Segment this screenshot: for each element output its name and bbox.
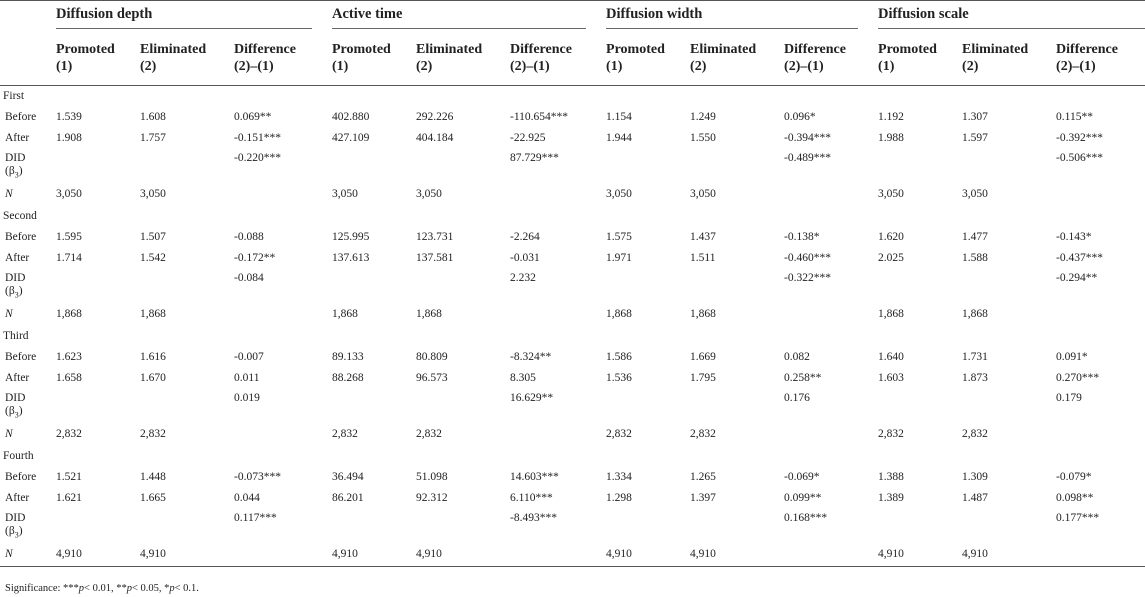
cell: [606, 389, 690, 422]
before-row: [0, 467, 1145, 488]
cell: [56, 509, 140, 542]
cell: 1.511: [690, 252, 716, 264]
cell: -22.925: [510, 132, 546, 144]
sub-header-line1: Promoted: [332, 42, 391, 57]
cell: [962, 149, 1056, 182]
cell: 1.616: [140, 351, 166, 363]
sub-header-line2: (2)–(1): [234, 59, 274, 74]
group-header-row: [0, 1, 1145, 30]
did-row: [0, 509, 1145, 542]
cell: 1.620: [878, 231, 904, 243]
cell: 404.184: [416, 132, 454, 144]
cell: 3,050: [416, 188, 442, 200]
cell: 1.873: [962, 372, 988, 384]
cell: [1056, 542, 1145, 567]
cell: -0.031: [510, 252, 540, 264]
cell: 3,050: [56, 188, 82, 200]
cell: [1056, 302, 1145, 326]
sub-header-line2: (2): [416, 59, 433, 74]
cell: -0.172**: [234, 252, 276, 264]
cell: 92.312: [416, 492, 448, 504]
sub-header-line1: Promoted: [878, 42, 937, 57]
cell: [606, 269, 690, 302]
cell: 1.670: [140, 372, 166, 384]
n-row: [0, 542, 1145, 567]
cell: 0.177***: [1056, 512, 1100, 524]
cell: [606, 149, 690, 182]
cell: [962, 389, 1056, 422]
cell: 4,910: [606, 542, 690, 567]
before-label: Before: [5, 351, 37, 363]
cell: 4,910: [416, 542, 510, 567]
cell: [784, 422, 878, 446]
cell: 1.448: [140, 471, 166, 483]
sub-header-g0-c1: [140, 29, 234, 86]
cell: [784, 542, 878, 567]
sub-header-line2: (2): [690, 59, 707, 74]
cell: [416, 149, 510, 182]
sub-header-g2-c2: [784, 29, 878, 86]
cell: [332, 269, 416, 302]
cell: [510, 182, 606, 206]
cell: [234, 542, 332, 567]
cell: 1.542: [140, 252, 166, 264]
after-label: After: [5, 372, 30, 384]
cell: [56, 269, 140, 302]
sub-header-line1: Difference: [234, 42, 296, 57]
cell: -0.084: [234, 272, 264, 284]
sub-header-g3-c0: [878, 29, 962, 86]
cell: -0.489***: [784, 152, 831, 164]
round-label: Second: [3, 210, 37, 222]
cell: -8.324**: [510, 351, 552, 363]
cell: [690, 149, 784, 182]
cell: [690, 269, 784, 302]
cell: 402.880: [332, 111, 370, 123]
cell: 2,832: [606, 428, 632, 440]
cell: [510, 542, 606, 567]
cell: 2,832: [878, 428, 904, 440]
n-label: N: [0, 542, 56, 567]
round-row: [0, 86, 1145, 108]
cell: 1.944: [606, 132, 632, 144]
cell: 1.507: [140, 231, 166, 243]
cell: 1,868: [56, 308, 82, 320]
cell: 0.270***: [1056, 372, 1100, 384]
cell: 1.477: [962, 231, 988, 243]
cell: 1.714: [56, 252, 82, 264]
cell: [140, 509, 234, 542]
cell: -0.143*: [1056, 231, 1092, 243]
round-row: [0, 326, 1145, 347]
cell: 1.971: [606, 252, 632, 264]
group-header-diffusion-depth: Diffusion depth: [56, 1, 332, 30]
cell: 80.809: [416, 351, 448, 363]
cell: -0.294**: [1056, 272, 1098, 284]
cell: 1.539: [56, 111, 82, 123]
cell: [1056, 422, 1145, 446]
table-body: [0, 86, 1145, 567]
cell: 6.110***: [510, 492, 553, 504]
cell: 0.096*: [784, 111, 816, 123]
cell: 1,868: [606, 308, 632, 320]
cell: [878, 149, 962, 182]
sub-header-line2: (2)–(1): [784, 59, 824, 74]
cell: 2,832: [56, 428, 82, 440]
cell: [56, 149, 140, 182]
sub-header-g1-c2: [510, 29, 606, 86]
cell: 1.597: [962, 132, 988, 144]
cell: -0.073***: [234, 471, 281, 483]
cell: -0.079*: [1056, 471, 1092, 483]
cell: 1,868: [416, 308, 442, 320]
sub-header-line1: Difference: [510, 42, 572, 57]
cell: 3,050: [606, 188, 632, 200]
cell: 1.603: [878, 372, 904, 384]
cell: 51.098: [416, 471, 448, 483]
n-row: [0, 302, 1145, 326]
cell: 1,868: [332, 308, 358, 320]
cell: 1.265: [690, 471, 716, 483]
cell: [56, 389, 140, 422]
cell: -0.506***: [1056, 152, 1103, 164]
cell: 4,910: [962, 542, 1056, 567]
sub-header-line2: (2)–(1): [1056, 59, 1096, 74]
cell: [606, 509, 690, 542]
sub-header-g2-c0: [606, 29, 690, 86]
cell: 1.795: [690, 372, 716, 384]
sub-header-line1: Eliminated: [416, 42, 483, 57]
cell: 36.494: [332, 471, 364, 483]
cell: 89.133: [332, 351, 364, 363]
after-row: [0, 488, 1145, 509]
cell: -0.392***: [1056, 132, 1103, 144]
cell: 1.309: [962, 471, 988, 483]
cell: [878, 389, 962, 422]
before-label: Before: [5, 231, 37, 243]
cell: -2.264: [510, 231, 540, 243]
cell: [510, 302, 606, 326]
cell: 0.099**: [784, 492, 822, 504]
sub-header-line1: Difference: [1056, 42, 1118, 57]
cell: 0.168***: [784, 512, 828, 524]
cell: 1.988: [878, 132, 904, 144]
sub-header-line1: Difference: [784, 42, 846, 57]
cell: 4,910: [878, 542, 962, 567]
after-row: [0, 128, 1145, 149]
sub-header-line1: Eliminated: [690, 42, 757, 57]
cell: [332, 509, 416, 542]
sub-header-g2-c1: [690, 29, 784, 86]
sub-header-line1: Promoted: [606, 42, 665, 57]
cell: 1.669: [690, 351, 716, 363]
round-label: First: [3, 90, 25, 102]
cell: 2.025: [878, 252, 904, 264]
cell: 0.069**: [234, 111, 272, 123]
cell: 1.154: [606, 111, 632, 123]
cell: -0.069*: [784, 471, 820, 483]
cell: 1.757: [140, 132, 166, 144]
cell: 4,910: [56, 542, 140, 567]
cell: 0.179: [1056, 392, 1082, 404]
did-label: DID $(\beta_3)$: [5, 512, 26, 540]
cell: -0.460***: [784, 252, 831, 264]
cell: 4,910: [332, 542, 416, 567]
cell: [784, 302, 878, 326]
sub-header-g1-c1: [416, 29, 510, 86]
cell: 1.334: [606, 471, 632, 483]
sub-header-g0-c2: [234, 29, 332, 86]
cell: [140, 269, 234, 302]
cell: 14.603***: [510, 471, 559, 483]
cell: 123.731: [416, 231, 454, 243]
cell: 0.098**: [1056, 492, 1094, 504]
cell: -0.138*: [784, 231, 820, 243]
cell: 1.550: [690, 132, 716, 144]
cell: [234, 182, 332, 206]
cell: [234, 422, 332, 446]
cell: [332, 389, 416, 422]
cell: 0.176: [784, 392, 810, 404]
cell: 3,050: [332, 188, 358, 200]
cell: [690, 509, 784, 542]
before-label: Before: [5, 471, 37, 483]
round-label: Fourth: [3, 450, 34, 462]
cell: 292.226: [416, 111, 454, 123]
cell: 4,910: [140, 542, 234, 567]
cell: 0.082: [784, 351, 810, 363]
round-row: [0, 206, 1145, 227]
cell: 1.521: [56, 471, 82, 483]
cell: 1.307: [962, 111, 988, 123]
cell: 1.437: [690, 231, 716, 243]
did-row: [0, 149, 1145, 182]
sub-header-line2: (2): [140, 59, 157, 74]
cell: 1.192: [878, 111, 904, 123]
cell: [962, 509, 1056, 542]
cell: 1.658: [56, 372, 82, 384]
sub-header-line2: (2)–(1): [510, 59, 550, 74]
cell: [690, 389, 784, 422]
did-label: DID $(\beta_3)$: [5, 152, 26, 180]
cell: 1.623: [56, 351, 82, 363]
did-label: DID $(\beta_3)$: [5, 272, 26, 300]
significance-note: Significance: ***p< 0.01, **p< 0.05, *p< 0.1.: [5, 583, 199, 594]
cell: 2,832: [962, 428, 988, 440]
group-header-diffusion-width: Diffusion width: [606, 1, 878, 30]
cell: 1.640: [878, 351, 904, 363]
cell: 1.665: [140, 492, 166, 504]
n-label: N: [5, 428, 13, 440]
cell: 1.908: [56, 132, 82, 144]
cell: 16.629**: [510, 392, 554, 404]
cell: 88.268: [332, 372, 364, 384]
sub-header-line2: (1): [606, 59, 623, 74]
cell: 1.575: [606, 231, 632, 243]
n-label: N: [5, 308, 13, 320]
sub-header-line1: Promoted: [56, 42, 115, 57]
sub-header-line1: Eliminated: [140, 42, 207, 57]
cell: 0.258**: [784, 372, 822, 384]
cell: 1.249: [690, 111, 716, 123]
round-row: [0, 446, 1145, 467]
sub-header-g0-c0: [56, 29, 140, 86]
cell: -0.394***: [784, 132, 831, 144]
did-label: DID $(\beta_3)$: [5, 392, 26, 420]
cell: -0.151***: [234, 132, 281, 144]
cell: 1,868: [962, 308, 988, 320]
after-label: After: [5, 492, 30, 504]
cell: 1.397: [690, 492, 716, 504]
cell: 2,832: [332, 428, 358, 440]
cell: 1.298: [606, 492, 632, 504]
n-row: [0, 422, 1145, 446]
cell: 1,868: [690, 308, 716, 320]
cell: 1.389: [878, 492, 904, 504]
cell: 137.581: [416, 252, 454, 264]
cell: [332, 149, 416, 182]
cell: -0.007: [234, 351, 264, 363]
before-row: [0, 107, 1145, 128]
cell: [234, 302, 332, 326]
did-row: [0, 389, 1145, 422]
cell: 2.232: [510, 272, 536, 284]
cell: 1.731: [962, 351, 988, 363]
cell: 1.536: [606, 372, 632, 384]
group-header-diffusion-scale: Diffusion scale: [878, 1, 1145, 30]
cell: 1,868: [878, 308, 904, 320]
cell: 2,832: [690, 428, 716, 440]
did-row: [0, 269, 1145, 302]
before-label: Before: [5, 111, 37, 123]
cell: [140, 389, 234, 422]
cell: 87.729***: [510, 152, 559, 164]
cell: 125.995: [332, 231, 370, 243]
group-header-active-time: Active time: [332, 1, 606, 30]
cell: 1.621: [56, 492, 82, 504]
cell: 0.011: [234, 372, 260, 384]
sub-header-line1: Eliminated: [962, 42, 1029, 57]
cell: 2,832: [416, 428, 442, 440]
cell: 1.586: [606, 351, 632, 363]
cell: [140, 149, 234, 182]
cell: -8.493***: [510, 512, 557, 524]
after-label: After: [5, 252, 30, 264]
cell: 1.588: [962, 252, 988, 264]
cell: 1.595: [56, 231, 82, 243]
cell: 1.608: [140, 111, 166, 123]
cell: 1.487: [962, 492, 988, 504]
round-label: Third: [3, 330, 29, 342]
n-row: [0, 182, 1145, 206]
cell: 0.091*: [1056, 351, 1088, 363]
cell: 0.117***: [234, 512, 277, 524]
sub-header-g1-c0: [332, 29, 416, 86]
cell: 0.044: [234, 492, 260, 504]
cell: [878, 509, 962, 542]
cell: 137.613: [332, 252, 370, 264]
cell: -0.322***: [784, 272, 831, 284]
cell: [1056, 182, 1145, 206]
cell: 2,832: [140, 428, 166, 440]
sub-header-line2: (1): [56, 59, 73, 74]
after-label: After: [5, 132, 30, 144]
cell: 3,050: [878, 188, 904, 200]
cell: 86.201: [332, 492, 364, 504]
sub-header-row: [0, 29, 1145, 86]
cell: [962, 269, 1056, 302]
cell: [878, 269, 962, 302]
cell: 3,050: [140, 188, 166, 200]
cell: [416, 509, 510, 542]
cell: -0.088: [234, 231, 264, 243]
cell: -110.654***: [510, 111, 569, 123]
sub-header-g3-c1: [962, 29, 1056, 86]
cell: 3,050: [690, 188, 716, 200]
cell: -0.437***: [1056, 252, 1103, 264]
cell: 427.109: [332, 132, 370, 144]
cell: 1.388: [878, 471, 904, 483]
after-row: [0, 368, 1145, 389]
cell: 0.115**: [1056, 111, 1093, 123]
cell: 1,868: [140, 308, 166, 320]
cell: [510, 422, 606, 446]
cell: [416, 269, 510, 302]
cell: 3,050: [962, 188, 988, 200]
sub-header-line2: (1): [878, 59, 895, 74]
sub-header-line2: (1): [332, 59, 349, 74]
cell: [784, 182, 878, 206]
cell: 0.019: [234, 392, 260, 404]
cell: -0.220***: [234, 152, 281, 164]
sub-header-g3-c2: [1056, 29, 1145, 86]
before-row: [0, 227, 1145, 248]
after-row: [0, 248, 1145, 269]
n-label: N: [5, 188, 13, 200]
sub-header-line2: (2): [962, 59, 979, 74]
before-row: [0, 347, 1145, 368]
cell: 8.305: [510, 372, 536, 384]
cell: 4,910: [690, 542, 784, 567]
cell: 96.573: [416, 372, 448, 384]
cell: [416, 389, 510, 422]
